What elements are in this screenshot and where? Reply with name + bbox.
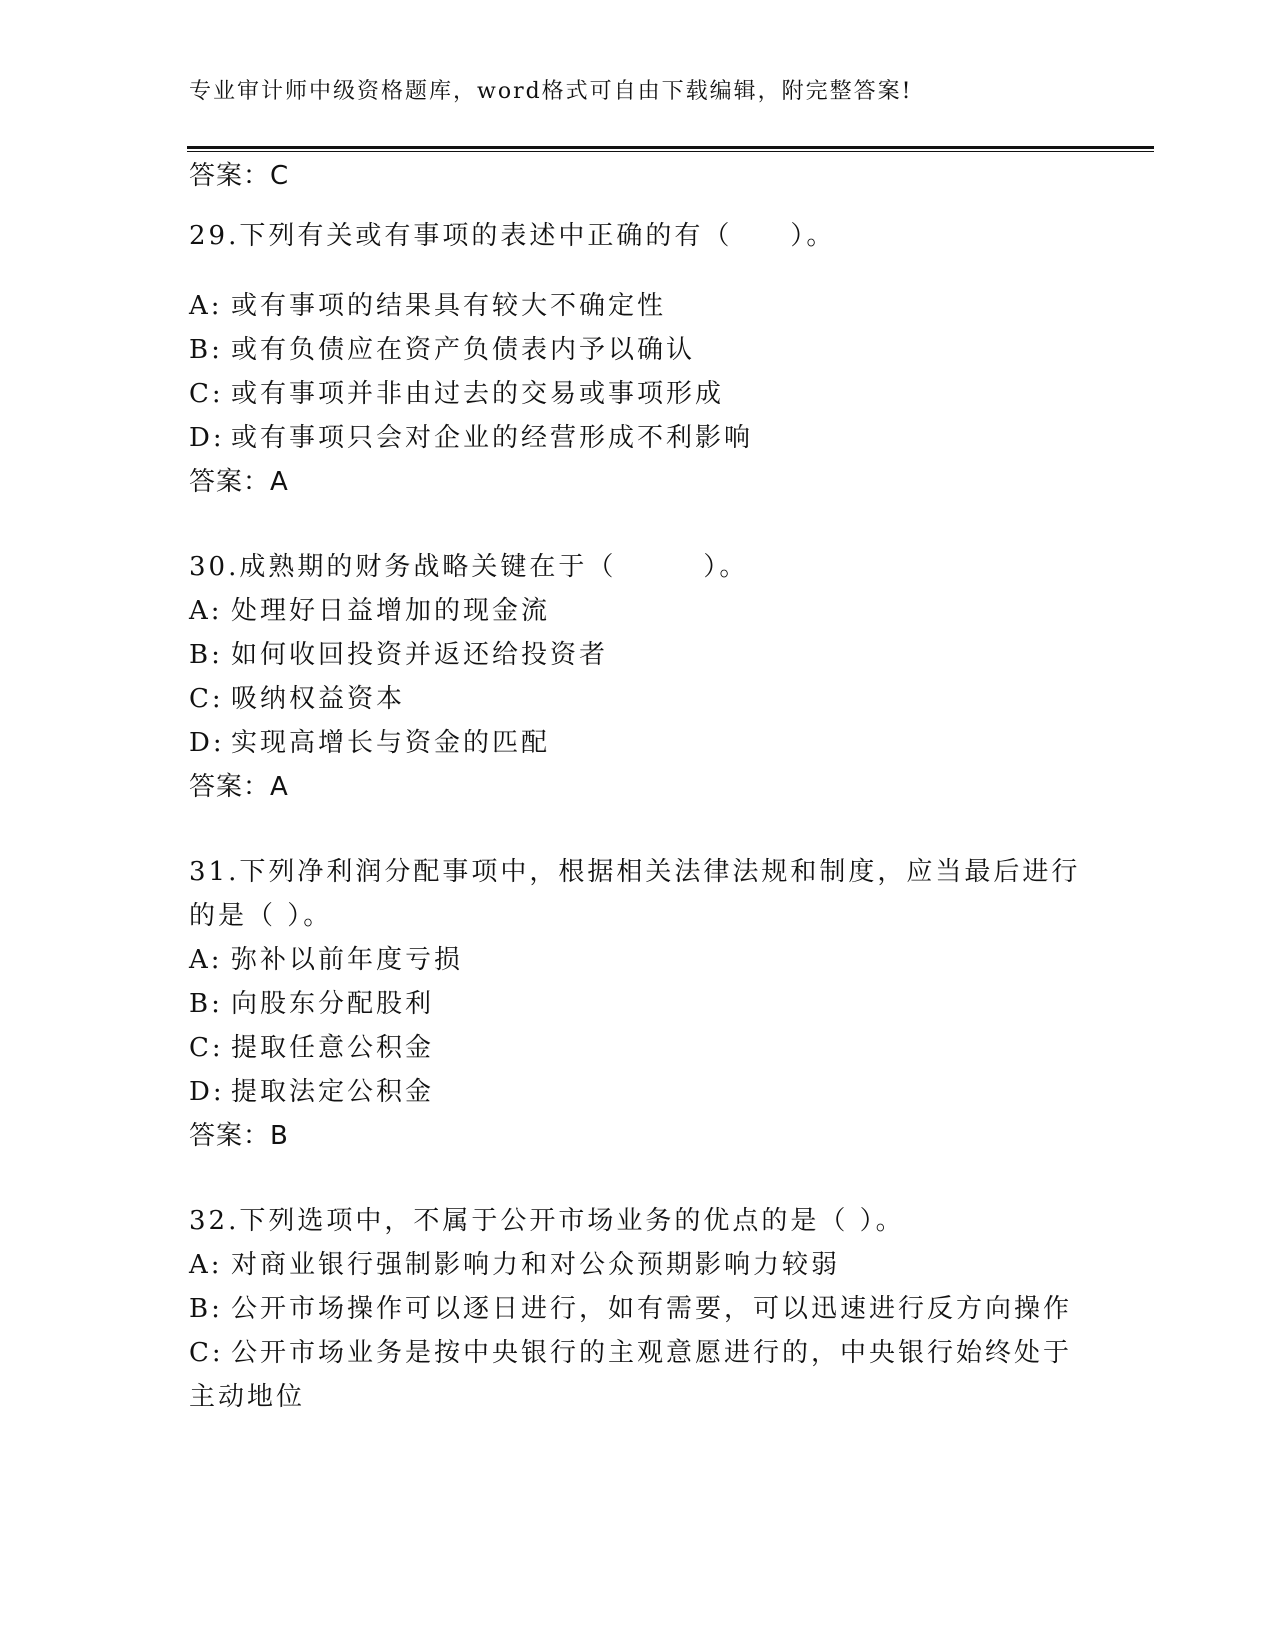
question-29-option-c <box>189 373 724 410</box>
option-label: A: <box>189 945 223 975</box>
option-text: 向股东分配股利 <box>231 989 435 1019</box>
answer-30: 答案：A <box>189 772 289 802</box>
question-30-option-a <box>189 590 550 627</box>
question-30-option-b <box>189 634 608 671</box>
header-rule <box>187 146 1154 149</box>
answer-28: 答案：C <box>189 161 290 191</box>
option-text: 公开市场操作可以逐日进行，如有需要，可以迅速进行反方向操作 <box>231 1294 1073 1324</box>
option-text: 或有事项只会对企业的经营形成不利影响 <box>231 423 754 453</box>
option-label: C: <box>189 684 224 714</box>
option-label: C: <box>189 1338 224 1368</box>
option-text: 或有事项并非由过去的交易或事项形成 <box>231 379 725 409</box>
header-rule-thin <box>187 151 1154 152</box>
question-31-option-b <box>189 983 434 1020</box>
question-32-option-c-cont: 主动地位 <box>189 1382 306 1412</box>
question-32-option-c <box>189 1332 1072 1369</box>
question-29-option-a <box>189 285 666 322</box>
question-31-stem: 31.下列净利润分配事项中，根据相关法律法规和制度，应当最后进行 <box>189 857 1081 887</box>
option-label: C: <box>189 379 224 409</box>
question-31-option-c <box>189 1027 434 1064</box>
question-31-stem-cont: 的是（ ）。 <box>189 901 333 931</box>
option-label: C: <box>189 1033 224 1063</box>
option-label: B: <box>189 989 223 1019</box>
question-32-option-b <box>189 1288 1072 1325</box>
option-text: 如何收回投资并返还给投资者 <box>231 640 609 670</box>
option-label: A: <box>189 596 223 626</box>
option-text: 提取任意公积金 <box>231 1033 435 1063</box>
question-29-option-d <box>189 417 753 454</box>
option-label: B: <box>189 640 223 670</box>
page-header: 专业审计师中级资格题库，word格式可自由下载编辑，附完整答案! <box>189 79 913 104</box>
option-text: 处理好日益增加的现金流 <box>231 596 551 626</box>
option-label: D: <box>189 423 225 453</box>
option-label: A: <box>189 291 223 321</box>
option-label: A: <box>189 1250 223 1280</box>
option-text: 或有负债应在资产负债表内予以确认 <box>231 335 696 365</box>
option-text: 或有事项的结果具有较大不确定性 <box>231 291 667 321</box>
question-29-option-b <box>189 329 695 366</box>
option-text: 吸纳权益资本 <box>231 684 406 714</box>
option-text: 提取法定公积金 <box>231 1077 435 1107</box>
option-label: D: <box>189 728 225 758</box>
question-32-option-a <box>189 1244 840 1281</box>
option-label: D: <box>189 1077 225 1107</box>
question-32-stem: 32.下列选项中，不属于公开市场业务的优点的是（ ）。 <box>189 1206 905 1236</box>
answer-29: 答案：A <box>189 467 289 497</box>
option-text: 公开市场业务是按中央银行的主观意愿进行的，中央银行始终处于 <box>231 1338 1073 1368</box>
option-text: 弥补以前年度亏损 <box>231 945 464 975</box>
question-30-option-d <box>189 722 550 759</box>
option-label: B: <box>189 335 223 365</box>
question-29-stem: 29.下列有关或有事项的表述中正确的有（ ）。 <box>189 221 836 251</box>
question-30-option-c <box>189 678 405 715</box>
question-30-stem: 30.成熟期的财务战略关键在于（ ）。 <box>189 552 749 582</box>
option-text: 实现高增长与资金的匹配 <box>231 728 551 758</box>
answer-31: 答案：B <box>189 1121 289 1151</box>
question-31-option-a <box>189 939 463 976</box>
option-label: B: <box>189 1294 223 1324</box>
option-text: 对商业银行强制影响力和对公众预期影响力较弱 <box>231 1250 841 1280</box>
question-31-option-d <box>189 1071 434 1108</box>
